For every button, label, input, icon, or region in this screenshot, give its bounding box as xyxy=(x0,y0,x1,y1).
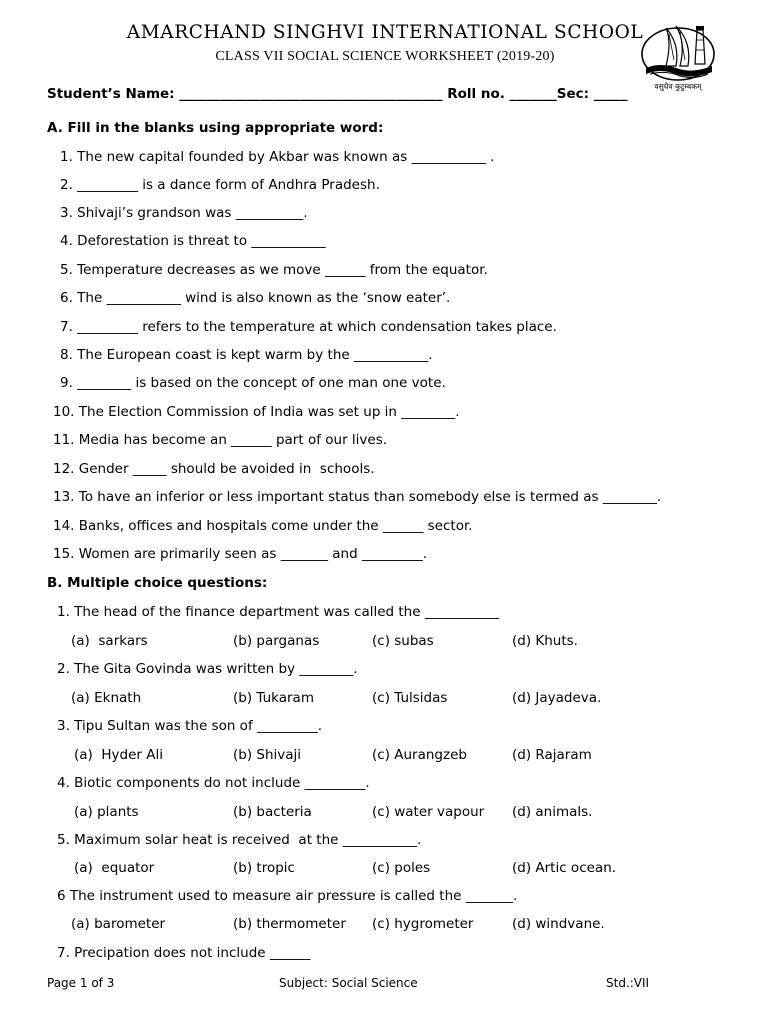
mcq-option: (b) parganas xyxy=(233,633,320,649)
mcq-option: (c) poles xyxy=(372,860,431,876)
section-b-heading: B. Multiple choice questions: xyxy=(47,575,268,591)
mcq-question: 6 The instrument used to measure air pressure is called the _______. xyxy=(57,888,518,904)
mcq-question: 3. Tipu Sultan was the son of _________. xyxy=(57,718,323,734)
section-a-heading: A. Fill in the blanks using appropriate word: xyxy=(47,120,384,136)
worksheet-title: CLASS VII SOCIAL SCIENCE WORKSHEET (2019-20) xyxy=(215,49,555,64)
logo-motto: वसुधैव कुटुम्बकम् xyxy=(654,82,702,91)
mcq-option: (c) Aurangzeb xyxy=(372,747,467,763)
mcq-option: (d) Jayadeva. xyxy=(512,690,602,706)
mcq-option: (d) Rajaram xyxy=(512,747,592,763)
mcq-question: 2. The Gita Govinda was written by ________. xyxy=(57,661,358,677)
fill-blank-item: 1. The new capital founded by Akbar was known as ___________ . xyxy=(60,149,495,165)
fill-blank-item: 7. _________ refers to the temperature at which condensation takes place. xyxy=(60,319,557,335)
mcq-option: (c) Tulsidas xyxy=(372,690,448,706)
fill-blank-item: 15. Women are primarily seen as _______ and _________. xyxy=(53,546,427,562)
mcq-option: (a) equator xyxy=(74,860,155,876)
fill-blank-item: 10. The Election Commission of India was set up in ________. xyxy=(53,404,460,420)
mcq-option: (a) Eknath xyxy=(71,690,142,706)
mcq-option: (d) animals. xyxy=(512,804,593,820)
mcq-option: (a) barometer xyxy=(71,916,166,932)
mcq-question: 5. Maximum solar heat is received at the ___________. xyxy=(57,832,422,848)
fill-blank-item: 9. ________ is based on the concept of one man one vote. xyxy=(60,375,446,391)
school-name: AMARCHAND SINGHVI INTERNATIONAL SCHOOL xyxy=(126,22,644,43)
fill-blank-item: 14. Banks, offices and hospitals come under the ______ sector. xyxy=(53,518,473,534)
fill-blank-item: 2. _________ is a dance form of Andhra Pradesh. xyxy=(60,177,380,193)
footer-subject: Subject: Social Science xyxy=(279,976,418,990)
fill-blank-item: 4. Deforestation is threat to ___________ xyxy=(60,233,326,249)
mcq-option: (a) sarkars xyxy=(71,633,148,649)
mcq-option: (c) hygrometer xyxy=(372,916,474,932)
mcq-question: 7. Precipation does not include ______ xyxy=(57,945,311,961)
mcq-option: (b) bacteria xyxy=(233,804,312,820)
fill-blank-item: 8. The European coast is kept warm by the ___________. xyxy=(60,347,433,363)
footer-page-number: Page 1 of 3 xyxy=(47,976,115,990)
mcq-question: 1. The head of the finance department was called the ___________ xyxy=(57,604,500,620)
fill-blank-item: 6. The ___________ wind is also known as the ‘snow eater’. xyxy=(60,290,451,306)
mcq-question: 4. Biotic components do not include _________. xyxy=(57,775,370,791)
fill-blank-item: 13. To have an inferior or less important status than somebody else is termed as ________. xyxy=(53,489,662,505)
fill-blank-item: 3. Shivaji’s grandson was __________. xyxy=(60,205,308,221)
mcq-option: (d) Artic ocean. xyxy=(512,860,617,876)
fill-blank-item: 5. Temperature decreases as we move ______ from the equator. xyxy=(60,262,488,278)
mcq-option: (b) Tukaram xyxy=(233,690,314,706)
fill-blank-item: 11. Media has become an ______ part of our lives. xyxy=(53,432,388,448)
mcq-option: (b) tropic xyxy=(233,860,295,876)
mcq-option: (b) thermometer xyxy=(233,916,346,932)
mcq-option: (a) plants xyxy=(74,804,139,820)
mcq-option: (c) water vapour xyxy=(372,804,485,820)
fill-blank-item: 12. Gender _____ should be avoided in schools. xyxy=(53,461,375,477)
student-details-line: Student’s Name: _______________________________________ Roll no. _______Sec: _____ xyxy=(47,86,628,102)
mcq-option: (a) Hyder Ali xyxy=(74,747,163,763)
mcq-option: (c) subas xyxy=(372,633,434,649)
mcq-option: (b) Shivaji xyxy=(233,747,302,763)
mcq-option: (d) Khuts. xyxy=(512,633,578,649)
footer-standard: Std.:VII xyxy=(606,976,650,990)
mcq-option: (d) windvane. xyxy=(512,916,605,932)
